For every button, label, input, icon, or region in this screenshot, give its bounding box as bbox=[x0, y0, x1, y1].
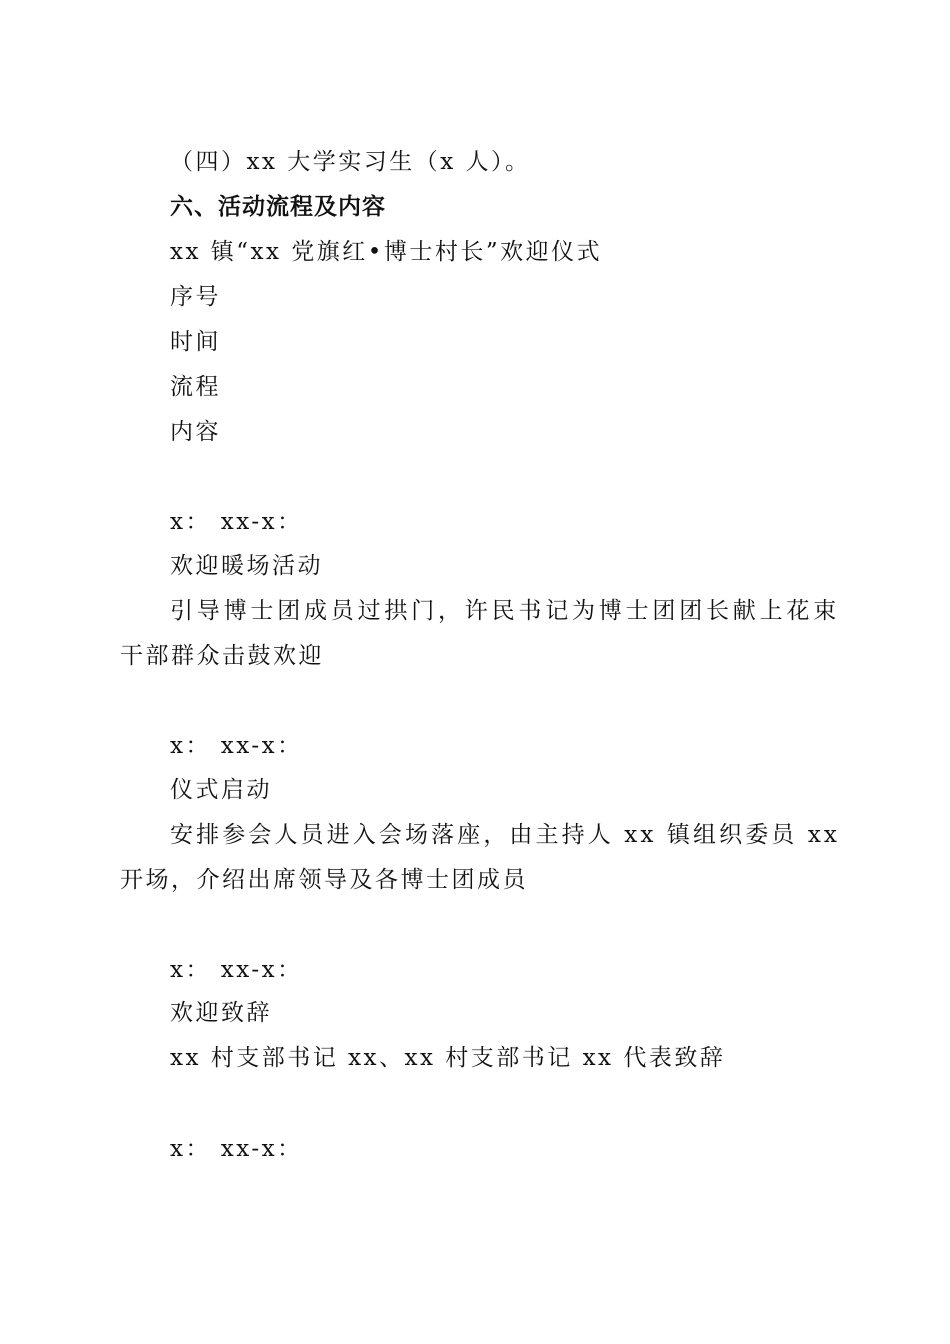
time-slot-3: x： xx-x： bbox=[170, 957, 303, 983]
column-label-process: 流程 bbox=[170, 374, 221, 400]
column-label-time: 时间 bbox=[170, 329, 221, 355]
section-heading-six: 六、活动流程及内容 bbox=[170, 194, 386, 220]
process-content-1-continued: 干部群众击鼓欢迎 bbox=[120, 643, 324, 669]
column-label-content: 内容 bbox=[170, 419, 221, 445]
process-title-3: 欢迎致辞 bbox=[170, 1000, 272, 1026]
process-title-2: 仪式启动 bbox=[170, 777, 272, 803]
time-slot-1: x： xx-x： bbox=[170, 509, 303, 535]
process-content-2-continued: 开场，介绍出席领导及各博士团成员 bbox=[120, 867, 528, 893]
process-content-2: 安排参会人员进入会场落座，由主持人 xx 镇组织委员 xx bbox=[170, 822, 840, 848]
process-content-3: xx 村支部书记 xx、xx 村支部书记 xx 代表致辞 bbox=[170, 1045, 726, 1071]
process-title-1: 欢迎暖场活动 bbox=[170, 553, 323, 579]
time-slot-2: x： xx-x： bbox=[170, 733, 303, 759]
process-content-1: 引导博士团成员过拱门，许民书记为博士团团长献上花束 bbox=[170, 598, 840, 624]
section-item-four: （四）xx 大学实习生（x 人）。 bbox=[170, 149, 531, 175]
time-slot-4: x： xx-x： bbox=[170, 1136, 303, 1162]
ceremony-title: xx 镇“xx 党旗红•博士村长”欢迎仪式 bbox=[170, 239, 603, 265]
column-label-number: 序号 bbox=[170, 284, 221, 310]
